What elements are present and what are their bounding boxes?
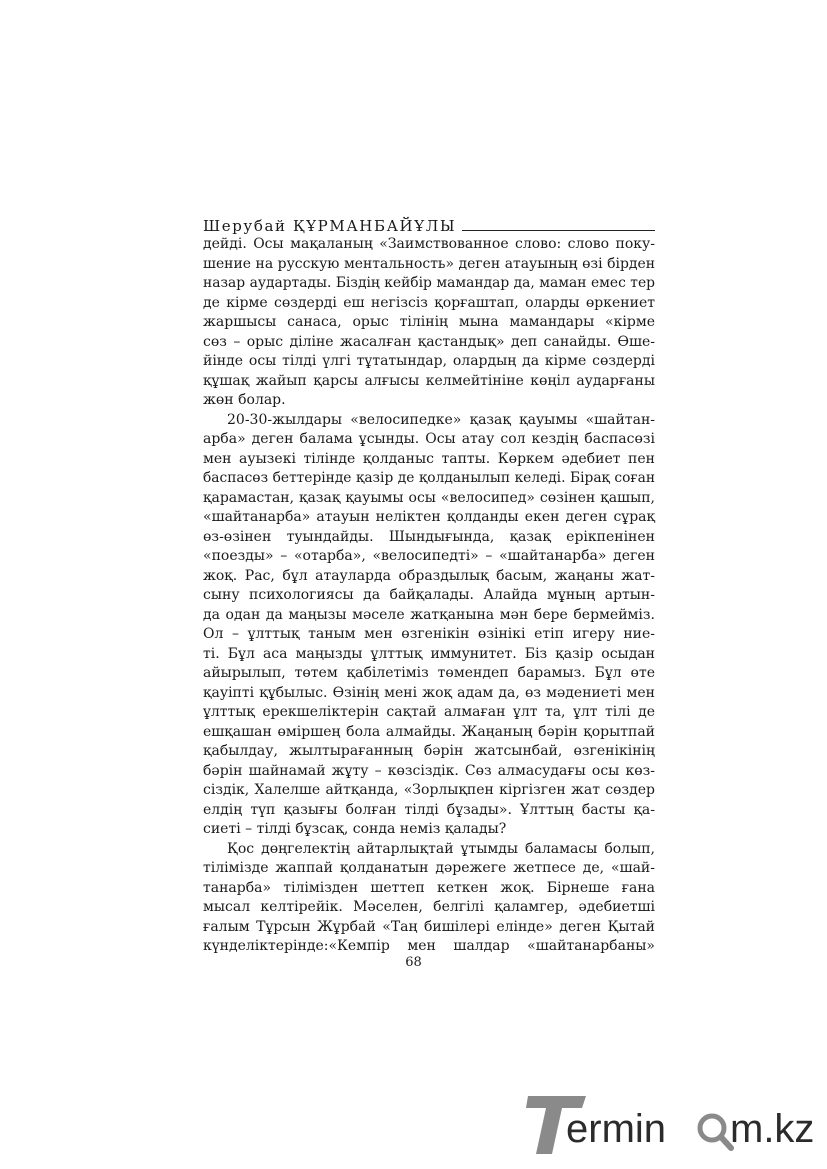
text-line: сөз – орыс діліне жасалған қастандық» деп санайды. Өше- xyxy=(203,333,655,350)
logo-text-right: m.kz xyxy=(730,1107,815,1151)
text-line: жөн болар. xyxy=(203,392,286,408)
text-line: жаршысы санаса, орыс тілінің мына мамандары «кірме xyxy=(203,314,655,330)
text-line: сіздік, Халелше айтқанда, «Зорлықпен кіргізген жат сөздер xyxy=(203,782,655,798)
text-line: айырылып, төтем қабілетіміз төмендеп барамыз. Бұл өте xyxy=(203,665,655,681)
text-line: танарба» тілімізден шеттеп кеткен жоқ. Бірнеше ғана xyxy=(203,879,655,896)
text-line: құшақ жайып қарсы алғысы келмейтініне көңіл аударғаны xyxy=(203,372,655,389)
text-line: Ол – ұлттық таным мен өзгенікін өзінікі етіп игеру ние- xyxy=(203,626,655,642)
text-line: назар аудартады. Біздің кейбір мамандар да, маман емес тер xyxy=(203,275,655,291)
page-number: 68 xyxy=(405,955,422,970)
text-line: өз-өзінен туындайды. Шындығында, қазақ ерікпенінен xyxy=(203,528,655,545)
text-line: мысал келтірейік. Мәселен, белгілі қаламгер, әдебиетші xyxy=(203,899,655,915)
text-line: йінде осы тілді үлгі тұтатындар, олардың да кірме сөздерді xyxy=(203,353,655,369)
text-line: ұлттық ерекшеліктерін сақтай алмаған ұлт та, ұлт тілі де xyxy=(203,704,655,720)
text-line: қарамастан, қазақ қауымы осы «велосипед» сөзінен қашып, xyxy=(203,489,655,506)
watermark-logo-svg xyxy=(526,1090,816,1160)
text-line: дейді. Осы мақаланың «Заимствованное слово: слово поку- xyxy=(203,236,655,252)
termincom-watermark-logo xyxy=(526,1090,816,1160)
text-line: «шайтанарба» атауын неліктен қолданды екен деген сұрақ xyxy=(203,509,655,525)
body-text xyxy=(203,235,655,957)
text-line: қауіпті құбылыс. Өзінің мені жоқ адам да, өз мәдениеті мен xyxy=(203,684,655,701)
text-line: ешқашан өміршең бола алмайды. Жаңаның бәрін қорытпай xyxy=(203,723,655,740)
header-author: Шерубай ҚҰРМАНБАЙҰЛЫ xyxy=(203,217,457,235)
text-line: баспасөз беттерінде қазір де қолданылып келеді. Бірақ соған xyxy=(203,470,655,486)
text-line: Қос дөңгелектің айтарлықтай ұтымды баламасы болып, xyxy=(227,840,655,857)
text-line: 20-30-жылдары «велосипедке» қазақ қауымы «шайтан- xyxy=(227,411,655,428)
text-line: қабылдау, жылтырағанның бәрін жатсынбай, өзгенікінің xyxy=(203,743,655,759)
text-line: да одан да маңызы мәселе жатқанына мән бере бермейміз. xyxy=(203,606,655,623)
text-line: ғалым Тұрсын Жұрбай «Таң бишілері елінде» деген Қытай xyxy=(203,918,655,935)
text-line: ті. Бұл аса маңызды ұлттық иммунитет. Біз қазір осыдан xyxy=(203,645,655,662)
text-line: елдің түп қазығы болған тілді бұзады». Ұлттың басты қа- xyxy=(203,801,655,818)
logo-text-left: ermin xyxy=(566,1107,667,1151)
text-line: бәрін шайнамай жұту – көзсіздік. Сөз алмасудағы осы көз- xyxy=(203,762,655,779)
text-line: мен ауызекі тілінде қолданыс тапты. Көркем әдебиет пен xyxy=(203,450,655,467)
text-line: шение на русскую ментальность» деген атауының өзі бірден xyxy=(203,255,655,272)
logo-magnifier-icon xyxy=(700,1116,731,1148)
text-line: тілімізде жаппай қолданатын дәрежеге жетпесе де, «шай- xyxy=(203,860,655,876)
text-line: сиеті – тілді бұзсақ, сонда неміз қалады? xyxy=(203,821,507,837)
running-header xyxy=(203,210,655,234)
text-line: күнделіктерінде:«Кемпір мен шалдар «шайтанарбаны» xyxy=(203,938,655,954)
text-line: арба» деген балама ұсынды. Осы атау сол кездің баспасөзі xyxy=(203,431,655,447)
text-line: де кірме сөздерді еш негізсіз қорғаштап, оларды өркениет xyxy=(203,294,655,311)
text-line: сыну психологиясы да байқалады. Алайда мұның артын- xyxy=(203,587,655,603)
logo-t-stem xyxy=(536,1108,562,1154)
text-line: жоқ. Рас, бұл атауларда образдылық басым, жаңаны жат- xyxy=(203,567,655,584)
header-rule xyxy=(462,230,655,231)
text-line: «поезды» – «отарба», «велосипедті» – «шайтанарба» деген xyxy=(203,548,655,564)
